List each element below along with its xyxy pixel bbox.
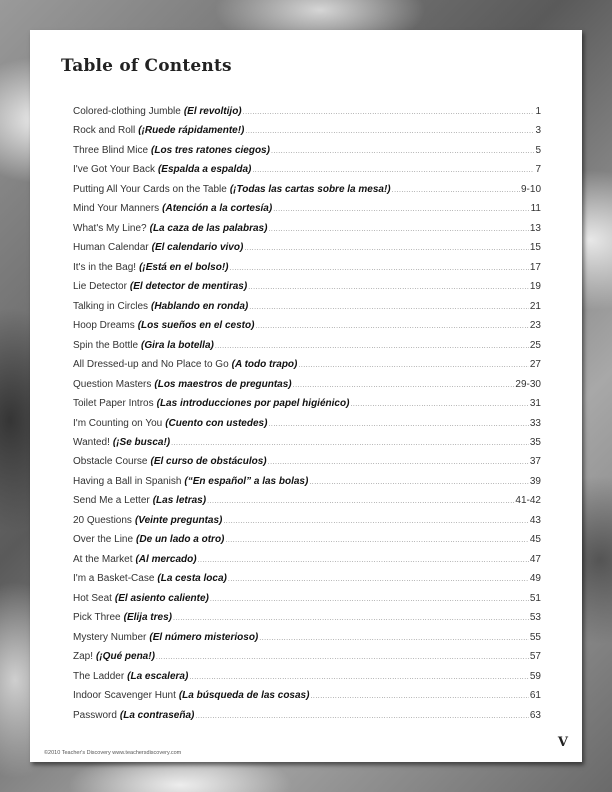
entry-title-english: Send Me a Letter <box>73 495 150 507</box>
entry-title-spanish: (Hablando en ronda) <box>151 300 249 312</box>
dot-leader <box>271 148 534 155</box>
entry-page-number: 55 <box>529 631 541 643</box>
entry-page-number: 45 <box>529 534 541 546</box>
entry-title-english: Pick Three <box>73 612 121 624</box>
entry-page-number: 7 <box>535 164 541 176</box>
page-title: Table of Contents <box>61 56 232 76</box>
entry-page-number: 29-30 <box>515 378 541 390</box>
entry-title-spanish: (El asiento caliente) <box>114 592 209 604</box>
entry-page-number: 43 <box>529 514 541 526</box>
entry-title-spanish: (¡Está en el bolso!) <box>139 261 229 273</box>
toc-entry <box>73 495 541 514</box>
entry-title-english: Question Masters <box>73 378 152 390</box>
entry-page-number: 37 <box>529 456 541 468</box>
entry-title-spanish: (El calendario vivo) <box>151 242 244 254</box>
toc-entry <box>73 242 541 261</box>
entry-title-english: Talking in Circles <box>73 300 149 312</box>
entry-page-number: 39 <box>529 475 541 487</box>
entry-title-english: Mystery Number <box>73 631 147 643</box>
toc-entry <box>73 593 541 612</box>
toc-entry <box>73 320 541 339</box>
dot-leader <box>293 382 515 389</box>
dot-leader <box>189 674 529 681</box>
entry-page-number: 17 <box>529 261 541 273</box>
dot-leader <box>350 401 528 408</box>
entry-page-number: 15 <box>529 242 541 254</box>
toc-entry <box>73 515 541 534</box>
toc-entry <box>73 632 541 651</box>
dot-leader <box>252 167 534 174</box>
toc-entry <box>73 145 541 164</box>
entry-title-spanish: (El curso de obstáculos) <box>150 456 267 468</box>
entry-page-number: 33 <box>529 417 541 429</box>
entry-title-spanish: (La escalera) <box>127 670 189 682</box>
entry-page-number: 57 <box>529 651 541 663</box>
toc-entry <box>73 398 541 417</box>
entry-title-english: At the Market <box>73 553 133 565</box>
toc-entry <box>73 476 541 495</box>
entry-title-spanish: (Los sueños en el cesto) <box>137 320 255 332</box>
entry-page-number: 13 <box>529 222 541 234</box>
entry-title-spanish: (La caza de las palabras) <box>149 222 268 234</box>
entry-title-spanish: (Elija tres) <box>123 612 172 624</box>
entry-title-spanish: (¡Se busca!) <box>112 436 171 448</box>
entry-page-number: 49 <box>529 573 541 585</box>
document-page <box>30 30 582 762</box>
entry-title-english: Lie Detector <box>73 281 127 293</box>
entry-title-english: I'm a Basket-Case <box>73 573 155 585</box>
toc-entry <box>73 379 541 398</box>
entry-page-number: 25 <box>529 339 541 351</box>
toc-entry <box>73 125 541 144</box>
entry-title-english: Colored-clothing Jumble <box>73 106 181 117</box>
entry-title-spanish: (¡Ruede rápidamente!) <box>138 125 245 137</box>
entry-title-english: Indoor Scavenger Hunt <box>73 690 176 702</box>
toc-entry <box>73 534 541 553</box>
entry-page-number: 51 <box>529 592 541 604</box>
entry-title-english: 20 Questions <box>73 514 132 526</box>
dot-leader <box>268 459 529 466</box>
dot-leader <box>171 440 529 447</box>
toc-entry <box>73 106 541 125</box>
dot-leader <box>259 635 529 642</box>
entry-title-english: I'm Counting on You <box>73 417 163 429</box>
entry-title-spanish: (La cesta loca) <box>157 573 227 585</box>
entry-title-english: Obstacle Course <box>73 456 148 468</box>
dot-leader <box>228 576 529 583</box>
entry-page-number: 53 <box>529 612 541 624</box>
dot-leader <box>210 596 529 603</box>
entry-title-spanish: (Al mercado) <box>135 553 197 565</box>
dot-leader <box>249 304 529 311</box>
toc-entry <box>73 554 541 573</box>
entry-title-english: Hot Seat <box>73 592 112 604</box>
entry-title-spanish: (Veinte preguntas) <box>134 514 223 526</box>
entry-title-english: Rock and Roll <box>73 125 136 137</box>
dot-leader <box>255 323 528 330</box>
dot-leader <box>244 245 529 252</box>
entry-title-spanish: (Atención a la cortesía) <box>162 203 273 215</box>
entry-title-english: Mind Your Manners <box>73 203 160 215</box>
entry-title-spanish: (Las introducciones por papel higiénico) <box>156 398 350 410</box>
entry-title-spanish: (Cuento con ustedes) <box>165 417 268 429</box>
dot-leader <box>268 421 528 428</box>
toc-entry <box>73 710 541 729</box>
entry-title-spanish: (Los maestros de preguntas) <box>154 378 292 390</box>
dot-leader <box>268 226 528 233</box>
dot-leader <box>207 498 514 505</box>
entry-page-number: 27 <box>529 359 541 371</box>
dot-leader <box>309 479 529 486</box>
toc-entry <box>73 164 541 183</box>
entry-title-english: Hoop Dreams <box>73 320 135 332</box>
entry-title-english: Password <box>73 709 117 721</box>
toc-entry <box>73 281 541 300</box>
dot-leader <box>245 128 534 135</box>
entry-page-number: 3 <box>535 125 541 137</box>
toc-entry <box>73 418 541 437</box>
toc-entry <box>73 456 541 475</box>
entry-title-english: Putting All Your Cards on the Table <box>73 183 227 195</box>
dot-leader <box>298 362 529 369</box>
entry-title-english: What's My Line? <box>73 222 147 234</box>
toc-entry <box>73 690 541 709</box>
entry-page-number: 23 <box>529 320 541 332</box>
dot-leader <box>195 713 529 720</box>
table-of-contents <box>73 106 541 729</box>
entry-page-number: 19 <box>529 281 541 293</box>
toc-entry <box>73 184 541 203</box>
dot-leader <box>248 284 529 291</box>
toc-entry <box>73 651 541 670</box>
dot-leader <box>310 693 528 700</box>
toc-entry <box>73 359 541 378</box>
entry-page-number: 5 <box>535 144 541 156</box>
entry-title-english: Toilet Paper Intros <box>73 398 154 410</box>
dot-leader <box>225 537 528 544</box>
entry-title-english: It's in the Bag! <box>73 261 137 273</box>
entry-title-english: Having a Ball in Spanish <box>73 475 182 487</box>
entry-title-english: All Dressed-up and No Place to Go <box>73 359 229 371</box>
entry-page-number: 31 <box>529 398 541 410</box>
entry-page-number: 35 <box>529 436 541 448</box>
entry-title-english: I've Got Your Back <box>73 164 155 176</box>
dot-leader <box>230 265 529 272</box>
entry-title-english: Human Calendar <box>73 242 149 254</box>
entry-title-spanish: (La contraseña) <box>119 709 195 721</box>
entry-title-english: Over the Line <box>73 534 134 546</box>
entry-page-number: 47 <box>529 553 541 565</box>
entry-title-spanish: (“En español” a las bolas) <box>184 475 309 487</box>
toc-entry <box>73 573 541 592</box>
entry-title-spanish: (De un lado a otro) <box>136 534 225 546</box>
dot-leader <box>173 615 529 622</box>
entry-title-spanish: (A todo trapo) <box>231 359 298 371</box>
entry-title-spanish: (Las letras) <box>152 495 207 507</box>
entry-title-spanish: (Gira la botella) <box>141 339 214 351</box>
toc-entry <box>73 203 541 222</box>
entry-page-number: 9-10 <box>520 183 541 195</box>
entry-title-spanish: (El número misterioso) <box>149 631 259 643</box>
entry-page-number: 63 <box>529 709 541 721</box>
dot-leader <box>198 557 529 564</box>
toc-entry <box>73 223 541 242</box>
dot-leader <box>223 518 529 525</box>
toc-entry <box>73 340 541 359</box>
page-number-roman: V <box>557 735 568 750</box>
entry-page-number: 1 <box>535 106 541 117</box>
entry-title-spanish: (La búsqueda de las cosas) <box>178 690 310 702</box>
dot-leader <box>243 109 535 116</box>
toc-entry <box>73 612 541 631</box>
entry-title-spanish: (Espalda a espalda) <box>157 164 252 176</box>
entry-title-english: Wanted! <box>73 436 110 448</box>
entry-page-number: 59 <box>529 670 541 682</box>
entry-page-number: 21 <box>529 300 541 312</box>
entry-title-english: Three Blind Mice <box>73 144 149 156</box>
entry-title-spanish: (El detector de mentiras) <box>129 281 248 293</box>
entry-page-number: 11 <box>530 203 541 215</box>
toc-entry <box>73 437 541 456</box>
dot-leader <box>392 187 520 194</box>
entry-title-english: Spin the Bottle <box>73 339 139 351</box>
entry-title-spanish: (¡Todas las cartas sobre la mesa!) <box>229 183 391 195</box>
dot-leader <box>273 206 529 213</box>
entry-title-spanish: (Los tres ratones ciegos) <box>151 144 270 156</box>
toc-entry <box>73 262 541 281</box>
entry-title-english: The Ladder <box>73 670 125 682</box>
toc-entry <box>73 301 541 320</box>
entry-title-spanish: (El revoltijo) <box>183 106 242 117</box>
entry-title-spanish: (¡Qué pena!) <box>96 651 155 663</box>
dot-leader <box>215 343 529 350</box>
copyright-footer: ©2010 Teacher's Discovery www.teachersdiscovery.com <box>44 750 182 756</box>
toc-entry <box>73 671 541 690</box>
dot-leader <box>156 654 529 661</box>
entry-page-number: 61 <box>529 690 541 702</box>
entry-title-english: Zap! <box>73 651 94 663</box>
entry-page-number: 41-42 <box>515 495 541 507</box>
